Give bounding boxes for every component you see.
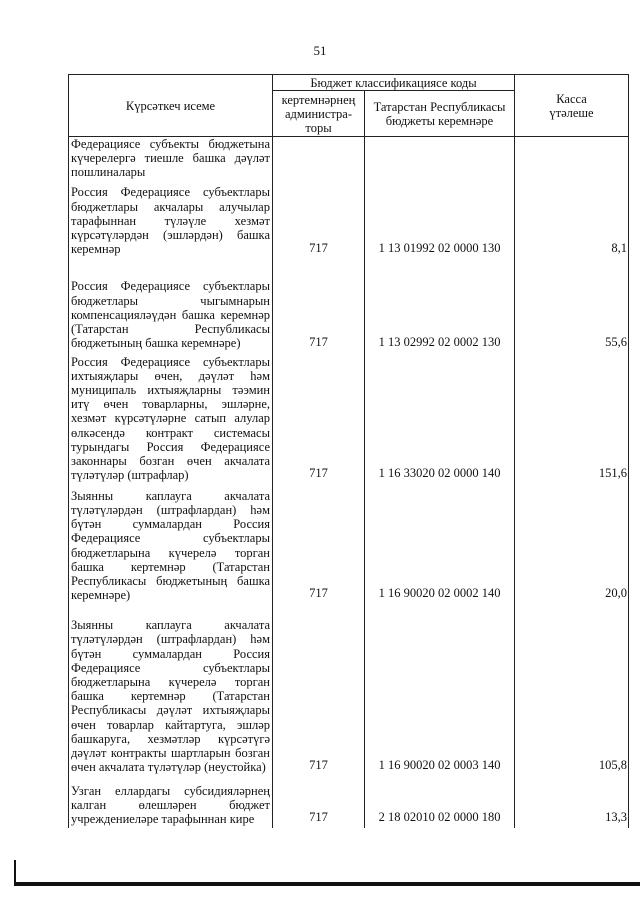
row-code: 2 18 02010 02 0000 180 — [365, 776, 515, 828]
header-administrator: кертемнәрнең администра-торы — [273, 91, 365, 137]
row-code: 1 13 01992 02 0000 130 — [365, 183, 515, 259]
table-row — [69, 259, 629, 353]
row-admin — [273, 137, 365, 183]
row-code — [365, 137, 515, 183]
row-amount: 8,1 — [515, 183, 629, 259]
row-name: Зыянны каплауга акчалата түләтүләрдән (штрафлардан) һәм бүтән суммалардан Россия Федерациясе субъектлары бюджетларына күчерелә торган башка кертемнәр (Татарстан Республикасы дәүләт ихтыяҗлары өчен товарлар кайтартуга, эшләр башкаруга, хезмәтләр күрсәтүгә дәүләт контракты шартларын бозган өчен акчалата түләтүләр (неустойка) — [69, 604, 273, 776]
frame-left-edge — [14, 860, 16, 884]
row-code: 1 16 33020 02 0000 140 — [365, 353, 515, 485]
row-admin: 717 — [273, 604, 365, 776]
revenue-table — [68, 74, 629, 828]
row-name: Узган еллардагы субсидияләрнең калган өлешләрен бюджет учреждениеләре тарафыннан кире — [69, 776, 273, 828]
header-budget-classification: Бюджет классификациясе коды — [273, 75, 515, 91]
header-indicator-name: Күрсәткеч исеме — [69, 75, 273, 137]
row-name: Россия Федерациясе субъектлары бюджетлары чыгымнарын компенсацияләүдән башка керемнәр (Татарстан Республикасы бюджетының башка керемнәре) — [69, 259, 273, 353]
table-row — [69, 137, 629, 183]
header-cash-execution: Касса үтәлеше — [515, 75, 629, 137]
table-row — [69, 484, 629, 604]
row-amount: 151,6 — [515, 353, 629, 485]
table-row — [69, 353, 629, 485]
row-amount — [515, 137, 629, 183]
table-row — [69, 183, 629, 259]
row-code: 1 16 90020 02 0002 140 — [365, 484, 515, 604]
row-admin: 717 — [273, 484, 365, 604]
row-code: 1 13 02992 02 0002 130 — [365, 259, 515, 353]
row-name: Федерациясе субъекты бюджетына күчерелергә тиешле башка дәүләт пошлиналары — [69, 137, 273, 183]
header-tatarstan-revenue: Татарстан Республикасы бюджеты керемнәре — [365, 91, 515, 137]
row-amount: 13,3 — [515, 776, 629, 828]
row-code: 1 16 90020 02 0003 140 — [365, 604, 515, 776]
row-admin: 717 — [273, 183, 365, 259]
row-admin: 717 — [273, 353, 365, 485]
row-name: Зыянны каплауга акчалата түләтүләрдән (штрафлардан) һәм бүтән суммалардан Россия Федерациясе субъектлары бюджетларына күчерелә торган башка кертемнәр (Татарстан Республикасы бюджетының башка керемнәре) — [69, 484, 273, 604]
page-number: 51 — [313, 43, 327, 58]
row-admin: 717 — [273, 776, 365, 828]
row-admin: 717 — [273, 259, 365, 353]
row-name: Россия Федерациясе субъектлары бюджетлары акчалары алучылар тарафыннан түләүле хезмәт күрсәтүләрдән (эшләрдән) башка керемнәр — [69, 183, 273, 259]
frame-bottom-edge — [14, 882, 640, 886]
table-row — [69, 604, 629, 776]
row-name: Россия Федерациясе субъектлары ихтыяҗлары өчен, дәүләт һәм муниципаль ихтыяҗларны тәэмин итү өчен товарларны, эшләрне, хезмәт күрсәтүләрне сатып алулар өлкәсендә контракт системасы турындагы Россия Федерациясе законнары бозган өчен акчалата түләтүләр (штрафлар) — [69, 353, 273, 485]
row-amount: 105,8 — [515, 604, 629, 776]
row-amount: 55,6 — [515, 259, 629, 353]
row-amount: 20,0 — [515, 484, 629, 604]
table-row — [69, 776, 629, 828]
